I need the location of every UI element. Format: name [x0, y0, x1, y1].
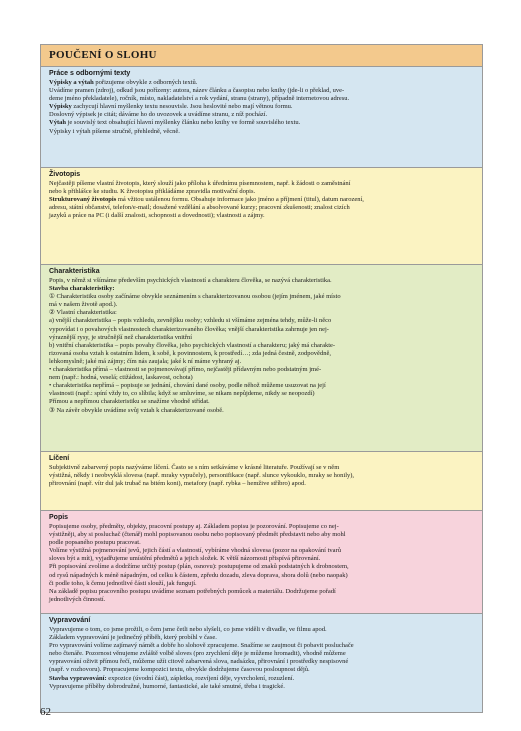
line-text: Na základě popisu pracovního postupu uvádíme seznam potřebných pomůcek a materiálu. Dodržujeme pořadí: [49, 587, 336, 595]
text-line: [49, 472, 474, 480]
text-line: [49, 317, 474, 325]
text-line: [49, 382, 474, 390]
line-text: Volíme výstižná pojmenování jevů, jejich částí a vlastností, vybíráme vhodná slovesa (pozor na opakování tvarů: [49, 547, 341, 555]
text-line: [49, 523, 474, 531]
text-line: [49, 390, 474, 398]
line-text: ③ Na závěr obvykle uvádíme svůj vztah k charakterizované osobě.: [49, 406, 224, 414]
text-line: [49, 563, 474, 571]
bold-term: Výpisky: [49, 103, 72, 111]
text-line: [49, 350, 474, 358]
text-line: [49, 398, 474, 406]
bold-term: Výpisky a výtah: [49, 79, 94, 86]
line-text: Při popisování zvolíme a dodržíme určitý postup (plán, osnovu): postupujeme od znaků podstatných k drobnostem,: [49, 563, 349, 571]
section-heading: Popis: [49, 514, 69, 521]
line-text: expozice (úvodní část), zápletka, rozvíjení děje, vyvrcholení, rozuzlení.: [106, 674, 295, 682]
text-line: [49, 650, 474, 658]
text-line: [49, 374, 474, 382]
text-line: [49, 675, 474, 683]
text-line: [49, 539, 474, 547]
text-line: [49, 407, 474, 415]
section-charakteristika: [41, 265, 482, 452]
line-text: od rysů nápadných k méně nápadným, od celku k částem, zpředu dozadu, zleva doprava, shora dolů (nebo naopak): [49, 571, 348, 579]
text-line: [49, 531, 474, 539]
line-text: adresu, státní občanství, telefon/e-mail; dosažené vzdělání a absolvované kurzy; pracovní zkušenosti; znalost cizích: [49, 204, 350, 212]
line-text: či podle toho, k čemu jednotlivé části slouží, jak fungují.: [49, 579, 197, 587]
line-text: výraznější rysy, je stručnější než charakteristika vnitřní: [49, 333, 193, 341]
text-line: [49, 79, 474, 87]
line-text: ② Vlastní charakteristika:: [49, 309, 117, 317]
line-text: ① Charakteristiku osoby začínáme obvykle seznámením s charakterizovanou osobou (jejím jménem, jaké místo: [49, 293, 341, 301]
section-heading: Vypravování: [49, 617, 91, 624]
line-text: nem (např.: hodná, veselá; ctižádost, laskavost, ochota): [49, 374, 193, 382]
instruction-box: [40, 44, 483, 713]
line-text: (např. v rozhovoru). Propracujeme kompozici textu, obvykle dodržujeme časovou posloupnost dějů.: [49, 666, 310, 674]
section-odborne-texty: [41, 67, 482, 168]
text-line: [49, 309, 474, 317]
text-line: [49, 326, 474, 334]
text-line: [49, 547, 474, 555]
text-line: [49, 342, 474, 350]
text-line: [49, 658, 474, 666]
text-line: [49, 464, 474, 472]
text-line: [49, 480, 474, 488]
section-liceni: [41, 452, 482, 511]
line-text: výstižná, někdy i neobvyklá slovesa (např. mraky vypučely), personifikace (např. slunce vykouklo, mraky se honily),: [49, 472, 355, 480]
page-title: POUČENÍ O SLOHU: [41, 45, 482, 67]
line-text: Nejčastěji píšeme vlastní životopis, který slouží jako příloha k úřednímu písemnostem, např. k žádosti o zaměstnání: [49, 180, 351, 187]
line-text: zachycují hlavní myšlenky textu nesouvisle. Jsou heslovité nebo mají větnou formu.: [71, 103, 293, 111]
text-line: [49, 87, 474, 95]
line-text: má vžitou ustálenou formu. Obsahuje informace jako jméno a příjmení (titul), datum narození,: [116, 196, 364, 204]
bold-term: Výtah: [49, 119, 66, 127]
line-text: výstižněji, aby si posluchač (čtenář) mohl popisovanou osobu nebo popisovaný předmět představit nebo aby mohl: [49, 531, 346, 539]
text-line: [49, 588, 474, 596]
line-text: • charakteristika nepřímá – popisuje se jednání, chování dané osoby, podle něhož můžeme usuzovat na její: [49, 382, 326, 390]
line-text: je souvislý text obsahující hlavní myšlenky článku nebo knihy ve formě souvislého textu.: [65, 119, 301, 127]
section-zivotopis: [41, 168, 482, 265]
line-text: vlastnosti (např.: spíní vždy to, co slíbila; když se smluvíme, se nikam nepůjdeme, nikdy se neopozdí): [49, 390, 315, 398]
text-line: [49, 188, 474, 196]
line-text: Pro vypravování volíme zajímavý námět a dobře ho slohově zpracujeme. Snažíme se zaujmout či pobavit posluchače: [49, 642, 354, 650]
section-heading: Líčení: [49, 455, 70, 462]
line-text: jednotlivých činností.: [49, 595, 106, 603]
line-text: pořizujeme obvykle z odborných textů.: [93, 79, 198, 86]
text-line: [49, 293, 474, 301]
text-line: [49, 572, 474, 580]
text-line: [49, 128, 474, 136]
line-text: nebo k přihlášce ke studiu. K životopisu přikládáme zpravidla motivační dopis.: [49, 188, 256, 196]
line-text: sloves být a mít), vyjadřujeme umístění předmětů a jejich složek. K větší názornosti přispívá přirovnání.: [49, 555, 321, 563]
text-line: [49, 642, 474, 650]
text-line: [49, 103, 474, 111]
text-line: [49, 212, 474, 220]
text-line: [49, 119, 474, 127]
line-text: jazyků a práce na PC (i další znalosti, schopnosti a dovednosti); vlastnosti a zájmy.: [49, 212, 265, 220]
line-text: Popisujeme osoby, předměty, objekty, pracovní postupy aj. Základem popisu je pozorování. Popisujeme co nej-: [49, 523, 339, 530]
line-text: Výpisky i výtah píšeme stručně, přehledně, věcně.: [49, 127, 180, 135]
page-number: 62: [40, 706, 51, 718]
text-line: [49, 626, 474, 634]
line-text: Uvádíme pramen (zdroj), odkud jsou pořízeny: autora, název článku a časopisu nebo knihy (jde-li o překlad, uve-: [49, 87, 345, 95]
line-text: Vypravujeme příběhy dobrodružné, humorné, fantastické, ale také smutné, třeba i tragické.: [49, 682, 285, 690]
line-text: rizovaná osoba vztah k ostatním lidem, k sobě, k povinnostem, k prostředí…; zda jedná čestně, zodpovědně,: [49, 349, 331, 357]
line-text: Doslovný výpisek je citát; dáváme ho do uvozovek a uvádíme stranu, z níž pochází.: [49, 111, 268, 119]
text-line: [49, 634, 474, 642]
text-line: [49, 366, 474, 374]
line-text: b) vnitřní charakteristika – popis povahy člověka, jeho psychických vlastností a charakteru; jaký má charakte-: [49, 341, 336, 349]
section-heading: Životopis: [49, 171, 81, 178]
text-line: [49, 277, 474, 285]
text-line: [49, 596, 474, 604]
section-heading: Charakteristika: [49, 268, 100, 275]
text-line: [49, 204, 474, 212]
line-text: má v našem životě apod.).: [49, 301, 118, 309]
text-line: [49, 580, 474, 588]
line-text: podle popsaného postupu pracovat.: [49, 539, 141, 547]
section-heading: Práce s odbornými texty: [49, 70, 131, 77]
text-line: [49, 555, 474, 563]
section-popis: [41, 511, 482, 614]
text-line: [49, 358, 474, 366]
text-line: [49, 683, 474, 691]
line-text: a) vnější charakteristika – popis vzhledu, zevnějšku osoby; vzhledu si všímáme zejména tehdy, může-li něco: [49, 317, 332, 325]
text-line: [49, 196, 474, 204]
line-text: • charakteristika přímá – vlastnosti se pojmenovávají přímo, nejčastěji přídavným nebo podstatným jmé-: [49, 366, 322, 374]
text-line: [49, 95, 474, 103]
line-text: vypovídat i o povahových vlastnostech charakterizovaného člověka; vnější charakteristika zahrnuje jen nej-: [49, 325, 329, 333]
text-line: [49, 180, 474, 188]
line-text: vypravování oživit přímou řečí, můžeme užít citově zabarvená slova, nadsázku, přirovnání i prostředky nespisovné: [49, 658, 349, 666]
line-text: deme jméno překladatele), ročník, místo, nakladatelství a rok vydání, stranu (strany), případně internetovou adresu.: [49, 95, 350, 103]
bold-term: Stavba vypravování:: [49, 674, 107, 682]
line-text: Subjektivně zabarvený popis nazýváme líčení. Často se s ním setkáváme v krásné literatuře. Používají se v něm: [49, 464, 340, 471]
line-text: přirovnání (např. vítr dul jak trubač na bitém koni), metafory (např. rybka – hemžive stříbro) apod.: [49, 480, 306, 488]
line-text: Základem vypravování je jedinečný příběh, který probíhl v čase.: [49, 634, 217, 642]
line-text: Popis, v němž si všímáme především psychických vlastností a charakteru člověka, se nazývá charakteristika.: [49, 277, 332, 284]
line-text: lehkomyslně; jaké má zájmy; čím nás zaujala; jaké k ní máme vyhraný aj.: [49, 357, 242, 365]
text-line: [49, 666, 474, 674]
text-line: [49, 285, 474, 293]
text-line: [49, 334, 474, 342]
text-line: [49, 111, 474, 119]
section-vypravovani: [41, 614, 482, 712]
line-text: Vypravujeme o tom, co jsme prožili, o čem jsme četli nebo slyšeli, co jsme viděli v divadle, ve filmu apod.: [49, 626, 327, 633]
bold-term: Strukturovaný životopis: [49, 196, 117, 204]
line-text: Přímou a nepřímou charakteristiku se snažíme vhodně střídat.: [49, 398, 210, 406]
bold-term: Stavba charakteristiky:: [49, 285, 115, 293]
line-text: nebo čtenáře. Pozornost věnujeme zvláště volbě sloves (pro zrychlení děje je můžeme hromadit), vhodně můžeme: [49, 650, 346, 658]
